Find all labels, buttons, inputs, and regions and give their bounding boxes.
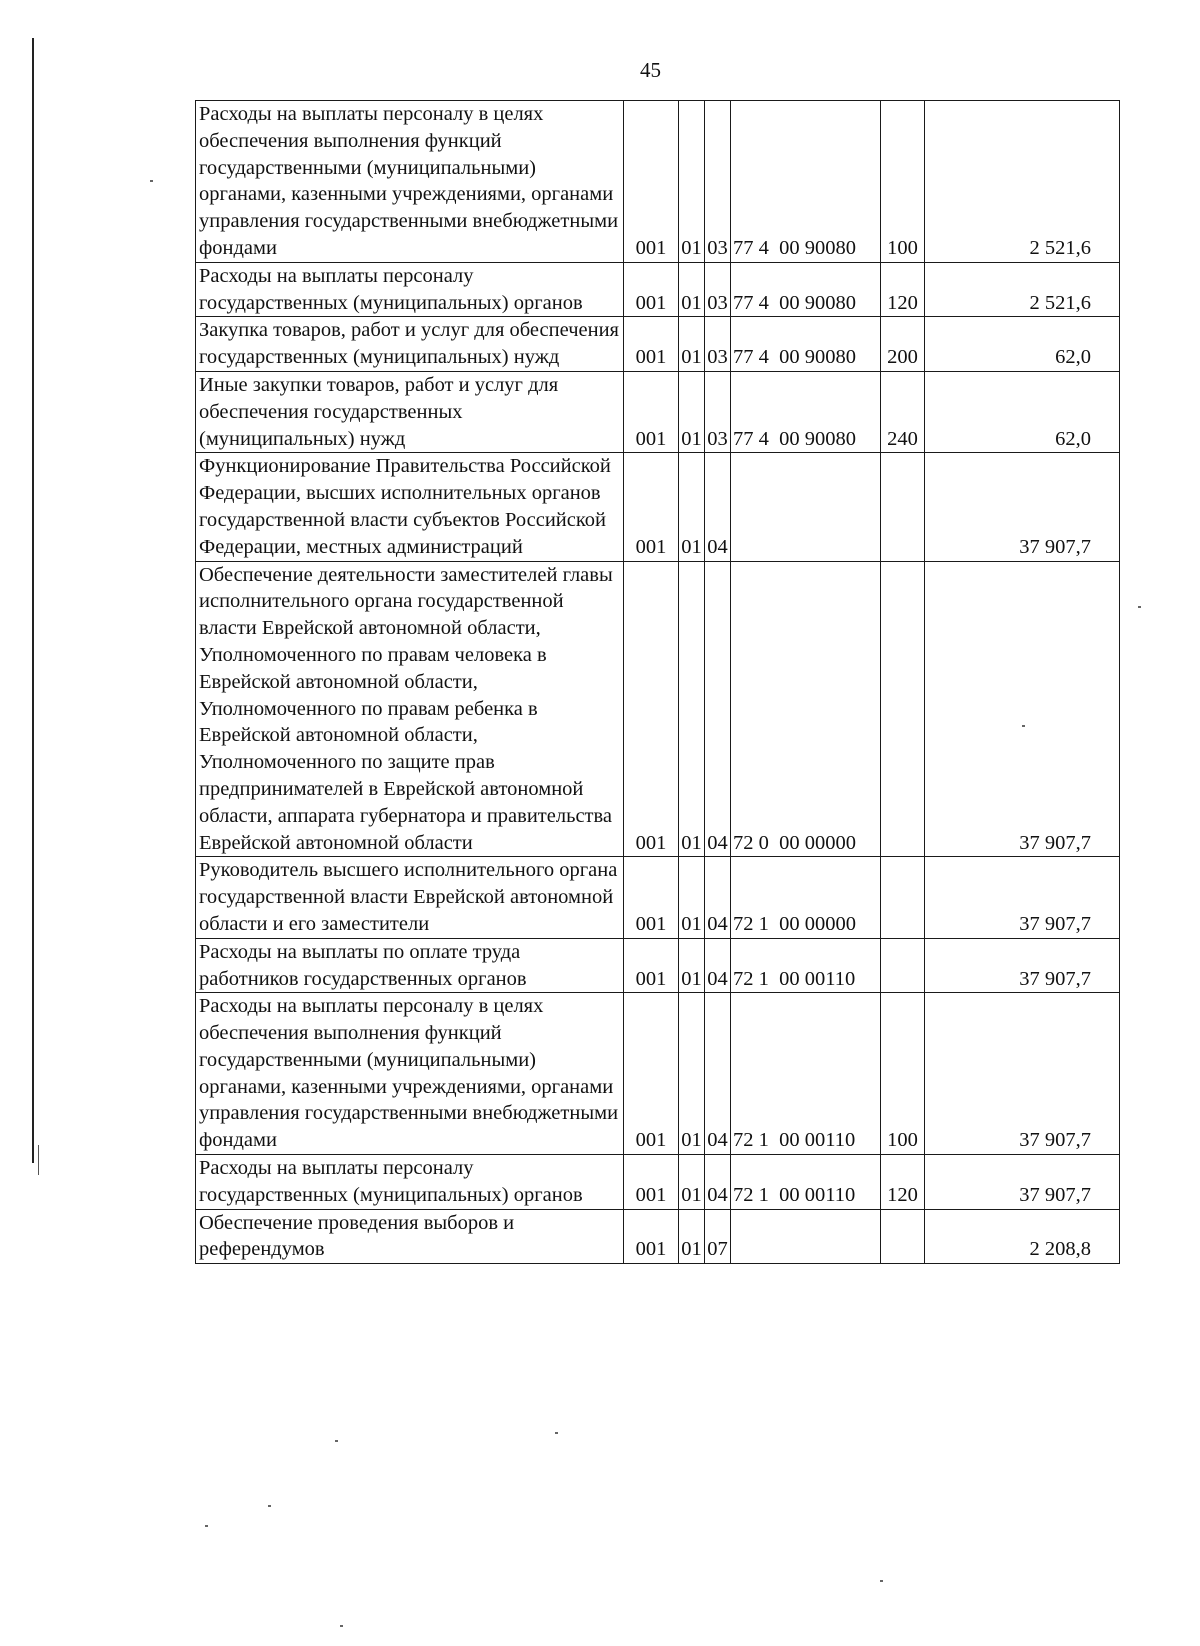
cell-ved-code: 001 (624, 1209, 679, 1264)
scan-margin-line (32, 38, 34, 1163)
cell-subsection-code: 03 (705, 101, 731, 263)
cell-ved-code: 001 (624, 371, 679, 452)
page-number: 45 (640, 58, 661, 82)
scan-speck (555, 1432, 558, 1434)
cell-target-article (731, 1209, 881, 1264)
cell-amount: 2 521,6 (925, 262, 1120, 317)
cell-name: Функционирование Правительства Российской Федерации, высших исполнительных органов государственной власти субъектов Российской Федерации, местных администраций (196, 453, 624, 561)
scan-speck (1138, 606, 1141, 608)
cell-subsection-code: 04 (705, 993, 731, 1155)
cell-target-article: 72 1 00 00110 (731, 938, 881, 993)
cell-target-article: 77 4 00 90080 (731, 262, 881, 317)
cell-ved-code: 001 (624, 938, 679, 993)
cell-name: Расходы на выплаты персоналу государственных (муниципальных) органов (196, 262, 624, 317)
cell-section-code: 01 (679, 1155, 705, 1210)
cell-ved-code: 001 (624, 993, 679, 1155)
cell-subsection-code: 04 (705, 453, 731, 561)
table-row (196, 993, 1120, 1155)
cell-subsection-code: 03 (705, 262, 731, 317)
cell-expense-type: 100 (881, 993, 925, 1155)
cell-section-code: 01 (679, 101, 705, 263)
cell-ved-code: 001 (624, 1155, 679, 1210)
cell-expense-type: 120 (881, 1155, 925, 1210)
scan-margin-line (38, 1145, 39, 1175)
budget-table (195, 100, 1120, 1264)
cell-expense-type (881, 1209, 925, 1264)
cell-amount: 62,0 (925, 371, 1120, 452)
cell-name: Расходы на выплаты персоналу в целях обеспечения выполнения функций государственными (муниципальными) органами, казенными учреждениями, органами управления государственными внебюджетными фондами (196, 993, 624, 1155)
cell-section-code: 01 (679, 453, 705, 561)
cell-amount: 37 907,7 (925, 561, 1120, 857)
cell-expense-type (881, 561, 925, 857)
cell-amount: 37 907,7 (925, 938, 1120, 993)
cell-section-code: 01 (679, 317, 705, 372)
cell-section-code: 01 (679, 857, 705, 938)
cell-expense-type (881, 938, 925, 993)
cell-expense-type: 240 (881, 371, 925, 452)
table-row (196, 262, 1120, 317)
cell-amount: 37 907,7 (925, 453, 1120, 561)
cell-name: Расходы на выплаты персоналу в целях обеспечения выполнения функций государственными (муниципальными) органами, казенными учреждениями, органами управления государственными внебюджетными фондами (196, 101, 624, 263)
cell-amount: 37 907,7 (925, 857, 1120, 938)
cell-ved-code: 001 (624, 262, 679, 317)
cell-name: Руководитель высшего исполнительного органа государственной власти Еврейской автономной области и его заместители (196, 857, 624, 938)
scan-speck (205, 1525, 208, 1527)
cell-section-code: 01 (679, 561, 705, 857)
cell-amount: 2 521,6 (925, 101, 1120, 263)
cell-expense-type (881, 857, 925, 938)
cell-target-article: 72 1 00 00110 (731, 993, 881, 1155)
cell-target-article: 72 1 00 00000 (731, 857, 881, 938)
cell-amount: 2 208,8 (925, 1209, 1120, 1264)
table-row (196, 857, 1120, 938)
cell-subsection-code: 04 (705, 1155, 731, 1210)
cell-section-code: 01 (679, 1209, 705, 1264)
cell-subsection-code: 07 (705, 1209, 731, 1264)
scan-speck (1022, 725, 1025, 727)
cell-ved-code: 001 (624, 101, 679, 263)
cell-target-article: 77 4 00 90080 (731, 101, 881, 263)
scan-speck (335, 1440, 338, 1442)
cell-amount: 37 907,7 (925, 1155, 1120, 1210)
table-row (196, 938, 1120, 993)
cell-name: Обеспечение проведения выборов и референдумов (196, 1209, 624, 1264)
cell-name: Обеспечение деятельности заместителей главы исполнительного органа государственной власти Еврейской автономной области, Уполномоченного по правам человека в Еврейской автономной области, Уполномоченного по правам ребенка в Еврейской автономной области, Уполномоченного по защите прав предпринимателей в Еврейской автономной области, аппарата губернатора и правительства Еврейской автономной области (196, 561, 624, 857)
cell-target-article: 77 4 00 90080 (731, 317, 881, 372)
cell-subsection-code: 03 (705, 371, 731, 452)
cell-expense-type: 200 (881, 317, 925, 372)
cell-section-code: 01 (679, 938, 705, 993)
scan-speck (150, 180, 153, 182)
cell-target-article: 72 1 00 00110 (731, 1155, 881, 1210)
cell-amount: 37 907,7 (925, 993, 1120, 1155)
scan-speck (880, 1580, 883, 1582)
cell-section-code: 01 (679, 993, 705, 1155)
scan-speck (340, 1625, 343, 1627)
table-row (196, 317, 1120, 372)
table-row (196, 101, 1120, 263)
cell-name: Расходы на выплаты персоналу государственных (муниципальных) органов (196, 1155, 624, 1210)
cell-section-code: 01 (679, 371, 705, 452)
cell-target-article: 72 0 00 00000 (731, 561, 881, 857)
cell-subsection-code: 03 (705, 317, 731, 372)
cell-name: Иные закупки товаров, работ и услуг для обеспечения государственных (муниципальных) нужд (196, 371, 624, 452)
scan-speck (268, 1505, 271, 1507)
cell-target-article: 77 4 00 90080 (731, 371, 881, 452)
cell-amount: 62,0 (925, 317, 1120, 372)
cell-name: Расходы на выплаты по оплате труда работников государственных органов (196, 938, 624, 993)
cell-subsection-code: 04 (705, 938, 731, 993)
cell-expense-type (881, 453, 925, 561)
cell-expense-type: 100 (881, 101, 925, 263)
cell-subsection-code: 04 (705, 561, 731, 857)
cell-ved-code: 001 (624, 317, 679, 372)
table-row (196, 1209, 1120, 1264)
table-row (196, 371, 1120, 452)
table-row (196, 561, 1120, 857)
cell-ved-code: 001 (624, 561, 679, 857)
cell-ved-code: 001 (624, 453, 679, 561)
cell-expense-type: 120 (881, 262, 925, 317)
cell-subsection-code: 04 (705, 857, 731, 938)
table-row (196, 453, 1120, 561)
cell-ved-code: 001 (624, 857, 679, 938)
table-row (196, 1155, 1120, 1210)
cell-target-article (731, 453, 881, 561)
cell-section-code: 01 (679, 262, 705, 317)
cell-name: Закупка товаров, работ и услуг для обеспечения государственных (муниципальных) нужд (196, 317, 624, 372)
